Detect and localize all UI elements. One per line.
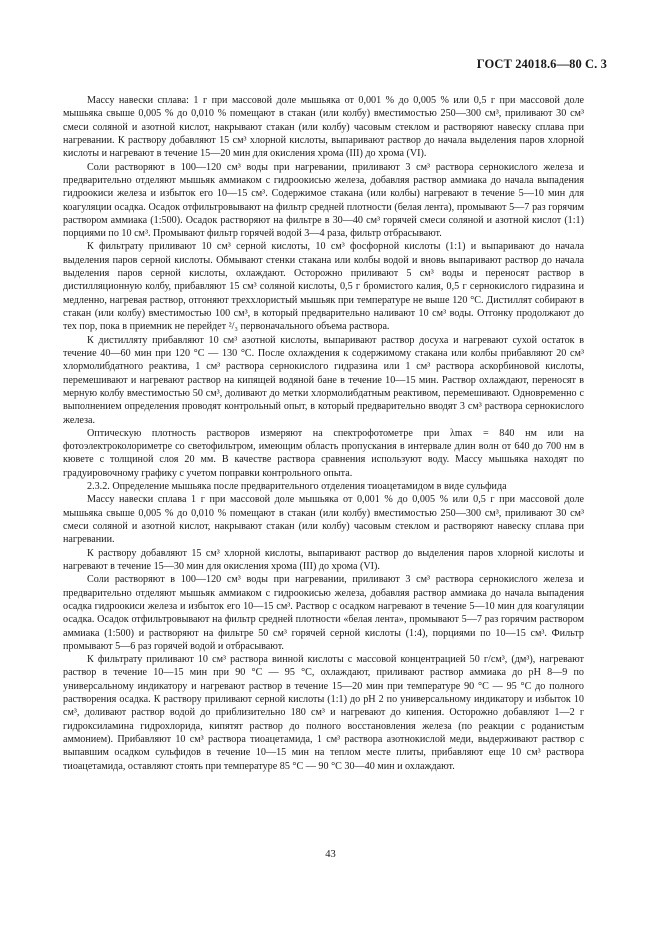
paragraph: Массу навески сплава: 1 г при массовой доле мышьяка от 0,001 % до 0,005 % или 0,5 г при массовой доле мышьяка свыше 0,005 % до 0,010 % помещают в стакан (или колбу) вместимостью 250—300 см³, приливают 30 см³ смеси соляной и азотной кислот, накрывают стакан (или колбу) часовым стеклом и растворяют навеску сплава при нагревании. К раствору добавляют 15 см³ хлорной кислоты, выпаривают раствор до начала выделения паров хлорной кислоты и нагревают в течение 15—20 мин для окисления хрома (III) до хрома (VI).	[63, 95, 584, 160]
paragraph: Оптическую плотность растворов измеряют на спектрофотометре при λmax = 840 нм или на фотоэлектроколориметре со светофильтром, имеющим область пропускания в интервале длин волн от 640 до 700 нм в кювете с толщиной слоя 20 мм. В качестве раствора сравнения используют воду. Массу мышьяка находят по градуировочному графику с учетом поправки контрольного опыта.	[63, 427, 584, 479]
page-number: 43	[325, 849, 336, 860]
paragraph: Соли растворяют в 100—120 см³ воды при нагревании, приливают 3 см³ раствора сернокислого железа и предварительно отделяют мышьяк аммиаком с гидроокисью железа, добавляя раствор аммиака до начала выпадения гидроокиси железа и избыток его 10—15 см³. Содержимое стакана (или колбы) нагревают в течение 5—10 мин для коагуляции осадка. Осадок отфильтровывают на фильтр средней плотности (белая лента), промывают 5—7 раз горячим раствором аммиака (1:500). Осадок растворяют на фильтре в 30—40 см³ горячей смеси соляной и азотной кислот (1:1) порциями по 10 см³. Промывают фильтр горячей водой 3—4 раза, фильтр отбрасывают.	[63, 161, 584, 240]
section-heading: 2.3.2. Определение мышьяка после предварительного отделения тиоацетамидом в виде сульфида	[87, 481, 507, 493]
paragraph: К фильтрату приливают 10 см³ серной кислоты, 10 см³ фосфорной кислоты (1:1) и выпаривают до начала выделения паров серной кислоты. Обмывают стенки стакана или колбы водой и вновь выпаривают раствор до начала выделения паров серной кислоты, охлаждают. Осторожно приливают 5 см³ воды и переносят раствор в дистилляционную колбу, прибавляют 15 см³ соляной кислоты, 0,5 г бромистого калия, 0,5 г сернокислого гидразина и медленно, нагревая раствор, отгоняют треххлористый мышьяк при температуре не выше 120 °С. Дистиллят собирают в стакан (или колбу) вместимостью 100 см³, в который предварительно наливают 10 см³ воды. Отгонку продолжают до тех пор, пока в приемник не перейдет ²/₃ первоначального объема раствора.	[63, 241, 584, 333]
paragraph: Соли растворяют в 100—120 см³ воды при нагревании, приливают 3 см³ раствора сернокислого железа и предварительно отделяют мышьяк аммиаком с гидроокисью железа, добавляя раствор аммиака до начала выпадения осадка гидроокиси железа и избыток его 10—15 см³. Раствор с осадком нагревают в течение 5—10 мин для коагуляции осадка. Осадок отфильтровывают на фильтр средней плотности «белая лента», промывают 5—7 раз горячим раствором аммиака (1:500) и растворяют на фильтре 50 см³ горячей серной кислоты (1:4), порциями по 10—15 см³. Фильтр промывают 5—6 раз горячей водой и отбрасывают.	[63, 574, 584, 652]
paragraph: К дистилляту прибавляют 10 см³ азотной кислоты, выпаривают раствор досуха и нагревают сухой остаток в течение 40—60 мин при 120 °С — 130 °С. После охлаждения к содержимому стакана или колбы прибавляют 20 см³ хлормолибдатного реактива, 1 см³ раствора сернокислого гидразина или 1 см³ раствора аскорбиновой кислоты, перемешивают и нагревают раствор на кипящей водяной бане в течение 10—15 мин. Раствор охлаждают, переносят в мерную колбу вместимостью 50 см³, доливают до метки хлормолибдатным реактивом, перемешивают. Одновременно с выполнением определения проводят контрольный опыт, в который предварительно вводят 3 см³ раствора сернокислого железа.	[63, 334, 584, 426]
paragraph: К фильтрату приливают 10 см³ раствора винной кислоты с массовой концентрацией 50 г/см³, (дм³), нагревают раствор в течение 10—15 мин при 90 °С — 95 °С, охлаждают, приливают раствор аммиака до pH 8—9 по универсальному индикатору и нагревают раствор в течение 15—20 мин при температуре 90 °С — 95 °С до полного растворения осадка. К раствору приливают серной кислоты (1:1) до pH 2 по универсальному индикатору и избыток 10 см³, доливают раствор водой до приблизительно 180 см³ и нагревают до кипения. Осторожно добавляют 1—2 г гидроксиламина гидрохлорида, кипятят раствор до полного восстановления железа (по реакции с роданистым аммонием). Прибавляют 10 см³ раствора тиоацетамида, 1 см³ раствора азотнокислой меди, выдерживают раствор с выпавшим осадком сульфидов в течение 10—15 мин на теплом месте плиты, прибавляют еще 10 см³ раствора тиоацетамида, оставляют стоять при температуре 85 °С — 90 °С 30—40 мин и охлаждают.	[63, 654, 584, 772]
paragraph: Массу навески сплава 1 г при массовой доле мышьяка от 0,001 % до 0,005 % или 0,5 г при массовой доле мышьяка свыше 0,005 % до 0,010 % помещают в стакан (или колбу) вместимостью 250—300 см³, приливают 30 см³ смеси соляной и азотной кислот, накрывают стакан (или колбу) часовым стеклом и растворяют навеску сплава при нагревании.	[63, 494, 584, 546]
page-header: ГОСТ 24018.6—80 С. 3	[476, 57, 607, 71]
document-body	[63, 94, 584, 773]
paragraph: К раствору добавляют 15 см³ хлорной кислоты, выпаривают раствор до выделения паров хлорной кислоты и нагревают в течение 15—30 мин для окисления хрома (III) до хрома (VI).	[63, 547, 584, 572]
